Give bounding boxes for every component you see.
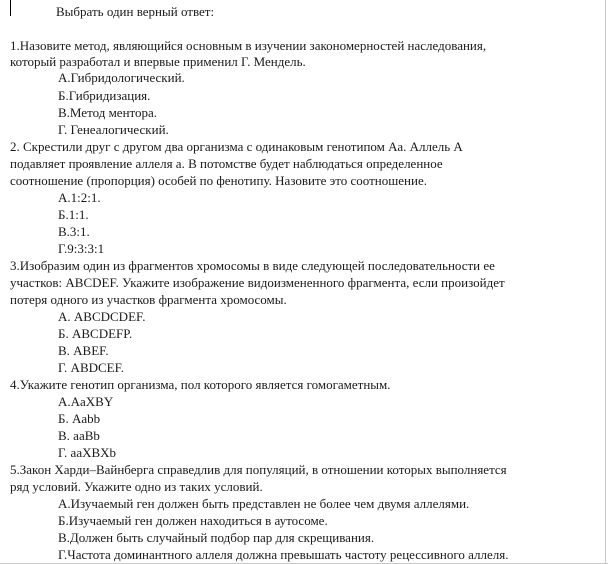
- question-3-line-3: потеря одного из участков фрагмента хромосомы.: [10, 292, 287, 307]
- question-2-option-d: Г.9:3:3:1: [58, 241, 105, 256]
- question-5-option-d: Г.Частота доминантного аллеля должна превышать частоту рецессивного аллеля.: [58, 547, 509, 562]
- question-1-option-a: А.Гибридологический.: [58, 70, 185, 85]
- question-5-line-2: ряд условий. Укажите одно из таких условий.: [10, 479, 263, 494]
- question-4-option-a: А.AaXBY: [58, 394, 114, 409]
- page-border-right: [605, 0, 606, 564]
- question-1-option-b: Б.Гибридизация.: [58, 88, 151, 103]
- question-3-option-c: В. ABEF.: [58, 343, 109, 358]
- question-2-option-a: А.1:2:1.: [58, 190, 101, 205]
- question-3-option-a: А. ABCDCDEF.: [58, 309, 146, 324]
- question-2-line-1: 2. Скрестили друг с другом два организма с одинаковым генотипом Аа. Аллель А: [10, 139, 463, 154]
- question-1-option-c: В.Метод ментора.: [58, 105, 158, 120]
- question-3-line-2: участков: ABCDEF. Укажите изображение видоизмененного фрагмента, если произойдет: [10, 275, 505, 290]
- question-4-line-1: 4.Укажите генотип организма, пол которого является гомогаметным.: [10, 377, 391, 392]
- question-2-line-3: соотношение (пропорция) особей по фенотипу. Назовите это соотношение.: [10, 173, 427, 188]
- question-4-option-c: В. aaBb: [58, 428, 100, 443]
- instruction-header: Выбрать один верный ответ:: [56, 4, 215, 19]
- question-1-line-2: который разработал и впервые применил Г. Мендель.: [10, 54, 306, 69]
- question-5-option-a: А.Изучаемый ген должен быть представлен не более чем двумя аллелями.: [58, 496, 470, 511]
- question-5-option-c: В.Должен быть случайный подбор пар для скрещивания.: [58, 530, 375, 545]
- question-4-option-b: Б. Aabb: [58, 411, 101, 426]
- question-3-line-1: 3.Изобразим один из фрагментов хромосомы в виде следующей последовательности ее: [10, 258, 495, 273]
- question-1-option-d: Г. Генеалогический.: [58, 122, 169, 137]
- question-2-option-c: В.3:1.: [58, 224, 90, 239]
- question-1-line-1: 1.Назовите метод, являющийся основным в изучении закономерностей наследования,: [10, 38, 487, 53]
- question-5-line-1: 5.Закон Харди–Вайнберга справедлив для популяций, в отношении которых выполняется: [10, 462, 507, 477]
- question-4-option-d: Г. aaXBXb: [58, 445, 117, 460]
- question-5-option-b: Б.Изучаемый ген должен находиться в аутосоме.: [58, 513, 328, 528]
- question-3-option-b: Б. ABCDEFP.: [58, 326, 133, 341]
- text-cursor-bar: [10, 0, 11, 16]
- question-2-line-2: подавляет проявление аллеля а. В потомстве будет наблюдаться определенное: [10, 156, 443, 171]
- question-3-option-d: Г. ABDCEF.: [58, 360, 125, 375]
- question-2-option-b: Б.1:1.: [58, 207, 89, 222]
